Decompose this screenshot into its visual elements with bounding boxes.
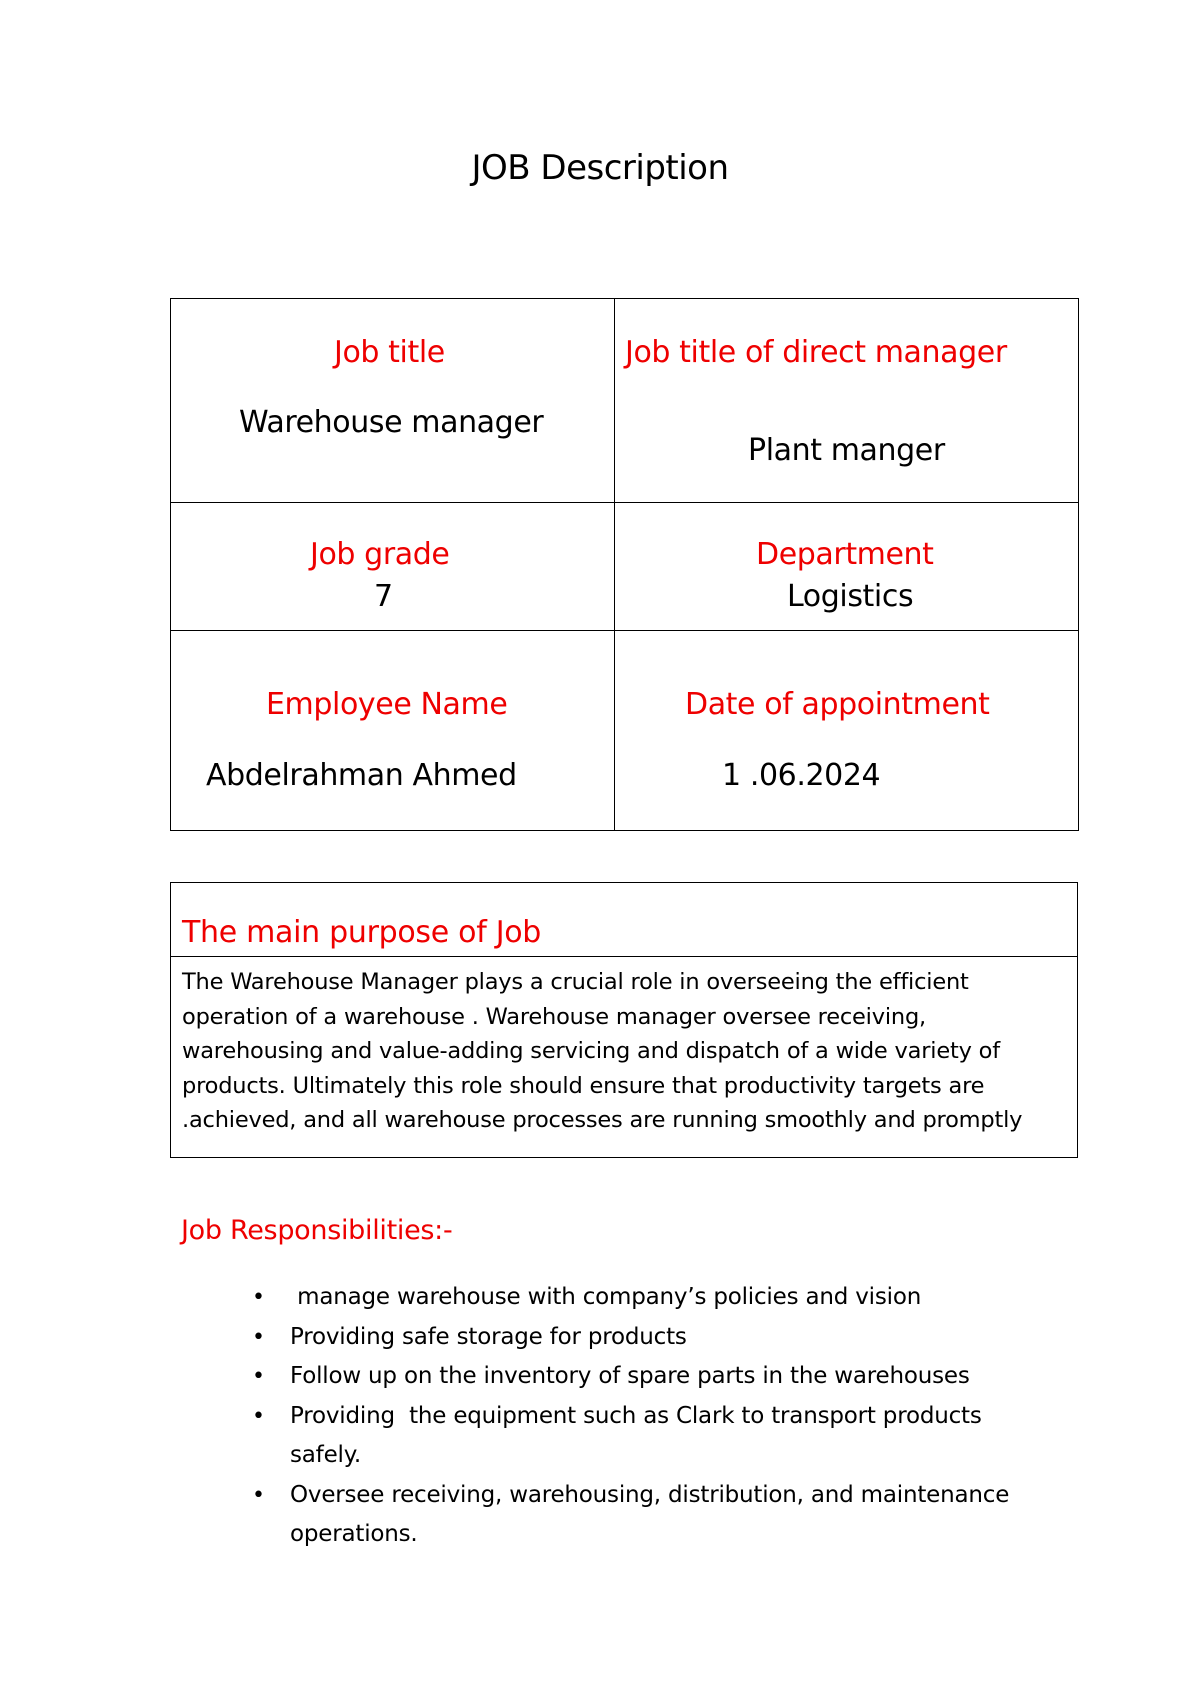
appointment-date-label: Date of appointment [685, 687, 990, 722]
bullet-icon: • [252, 1403, 265, 1429]
direct-manager-cell [615, 299, 1079, 503]
job-grade-value: 7 [374, 579, 393, 614]
list-item [252, 1278, 1009, 1318]
responsibility-text: safely. [290, 1442, 361, 1468]
list-item-continuation [252, 1515, 1009, 1555]
list-item [252, 1476, 1009, 1516]
job-grade-cell [171, 503, 615, 631]
job-info-table [170, 298, 1079, 831]
bullet-icon: • [252, 1482, 265, 1508]
list-item [252, 1357, 1009, 1397]
responsibilities-heading: Job Responsibilities:- [181, 1215, 453, 1246]
main-purpose-heading: The main purpose of Job [182, 915, 542, 950]
department-label: Department [756, 537, 934, 572]
responsibility-text: Follow up on the inventory of spare parts in the warehouses [290, 1363, 970, 1389]
employee-name-cell [171, 631, 615, 831]
responsibility-text: manage warehouse with company’s policies and vision [290, 1284, 922, 1310]
responsibility-text: Oversee receiving, warehousing, distribution, and maintenance [290, 1481, 1010, 1508]
purpose-line: warehousing and value-adding servicing and dispatch of a wide variety of [182, 1038, 1000, 1064]
document-title: JOB Description [471, 148, 729, 188]
purpose-line: operation of a warehouse . Warehouse manager oversee receiving, [182, 1003, 926, 1030]
main-purpose-header [171, 883, 1077, 957]
responsibilities-list [252, 1278, 1009, 1555]
list-item [252, 1318, 1009, 1358]
main-purpose-box [170, 882, 1078, 1158]
department-value: Logistics [787, 579, 914, 614]
bullet-icon: • [252, 1364, 265, 1389]
responsibility-text: Providing safe storage for products [290, 1323, 687, 1350]
purpose-line: The Warehouse Manager plays a crucial role in overseeing the efficient [182, 969, 969, 995]
employee-name-value: Abdelrahman Ahmed [206, 758, 517, 793]
responsibility-text: operations. [290, 1521, 418, 1547]
purpose-line: .achieved, and all warehouse processes are running smoothly and promptly [182, 1107, 1023, 1133]
responsibility-text: Providing the equipment such as Clark to transport products [290, 1402, 982, 1429]
list-item-continuation [252, 1436, 1009, 1476]
department-cell [615, 503, 1079, 631]
list-item [252, 1397, 1009, 1437]
appointment-date-cell [615, 631, 1079, 831]
bullet-icon: • [252, 1324, 265, 1350]
main-purpose-text [171, 957, 1077, 1138]
purpose-line: products. Ultimately this role should ensure that productivity targets are [182, 1072, 985, 1099]
employee-name-label: Employee Name [266, 687, 508, 722]
job-title-label: Job title [334, 335, 445, 370]
appointment-date-value: 1 .06.2024 [722, 758, 881, 793]
job-grade-label: Job grade [310, 537, 450, 572]
direct-manager-value: Plant manger [748, 433, 945, 468]
job-title-value: Warehouse manager [239, 405, 544, 440]
direct-manager-label: Job title of direct manager [625, 335, 1007, 370]
job-title-cell [171, 299, 615, 503]
bullet-icon: • [252, 1285, 265, 1310]
